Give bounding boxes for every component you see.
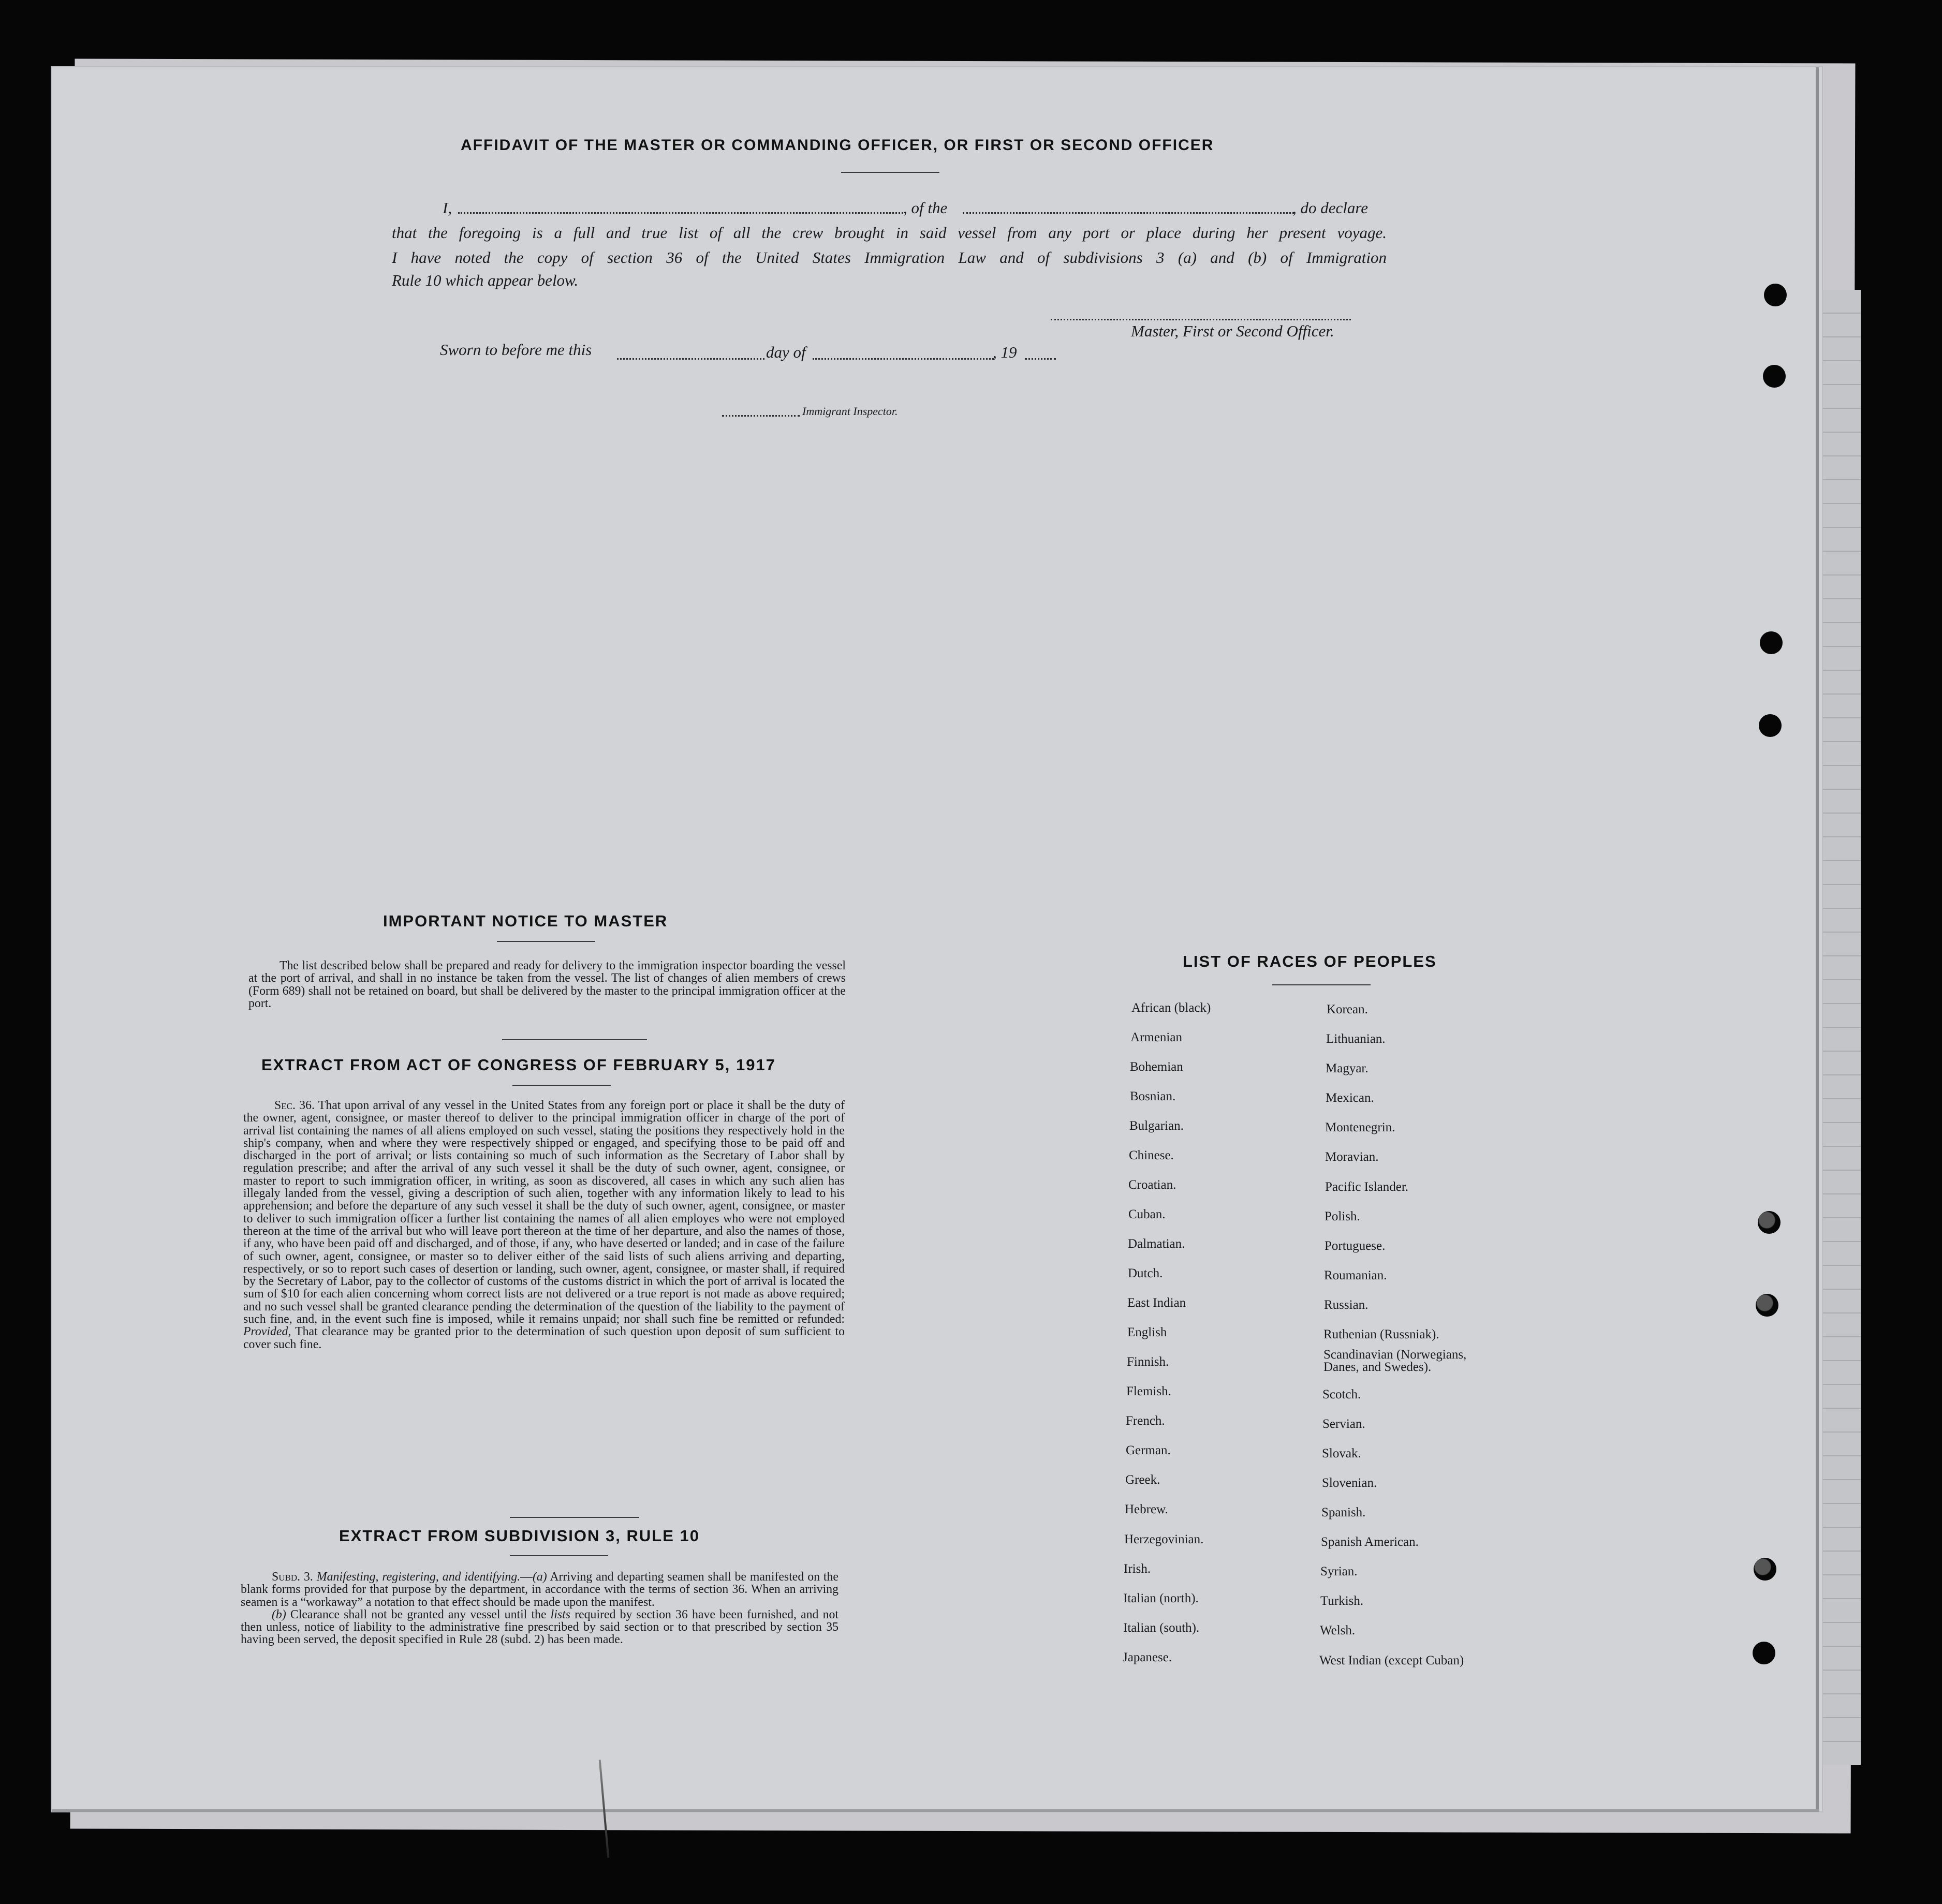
vessel-name-blank[interactable] [963, 212, 1294, 214]
race-item: Herzegovinian. [1124, 1532, 1204, 1546]
race-item: Italian (north). [1123, 1591, 1199, 1605]
inspector-signature-blank[interactable] [722, 415, 800, 417]
punch-hole [1754, 1558, 1776, 1581]
race-item: Slovenian. [1322, 1476, 1377, 1490]
race-item: French. [1126, 1414, 1165, 1428]
proviso-text: That clearance may be granted prior to the determination of such question upon deposit of sum sufficient to cover such fine. [243, 1325, 845, 1351]
race-item: Armenian [1130, 1030, 1182, 1044]
clause-b-text: required by section 36 have been furnished, and not then unless, notice of liability to the administrative fine prescribed by said section or to that prescribed by section 35 having been served, the deposit specified in Rule 28 (subd. 2) has been made. [241, 1607, 838, 1647]
sworn-month-blank[interactable] [813, 358, 994, 360]
punch-hole [1753, 1642, 1775, 1664]
section-text: That upon arrival of any vessel in the United States from any foreign port or place it shall be the duty of the owner, agent, consignee, or master thereof to deliver to the principal immigration officer in charge of the port of arrival list containing the names of all aliens employed on such vessel, stating the positions they respectively hold in the ship's company, when and where they were respectively shipped or engaged, and specifying those to be paid off and discharged in the port of arrival; or lists containing so much of such information as the Secretary of Labor shall by regulation prescribe; and after the arrival of any such vessel it shall be the duty of such owner, agent, consignee, or master to report to such immigration officer, in writing, as soon as discovered, all cases in which any such alien has illegaly landed from the vessel, giving a description of such alien, together with any information likely to lead to his apprehension; and before the departure of any such vessel it shall be the duty of such owner, agent, consignee, or master to deliver to such immigration officer a further list containing the names of all alien employes who were not employed thereon at the time of the arrival but who will leave port thereon at the time of her departure, and also the names of those, if any, who have been paid off and discharged, and of those, if any, who have deserted or landed; and in case of the failure of such owner, agent, consignee, or master so to deliver either of the said lists of such aliens arriving and departing, respectively, or so to report such cases of desertion or landing, such owner, agent, consignee, or master shall, if required by the Secretary of Labor, pay to the collector of customs of the customs district in which the port of arrival is located the sum of $10 for each alien concerning whom correct lists are not delivered or a true report is not made as above required; and no such vessel shall be granted clearance pending the determination of the question of the liability to the payment of such fine, and, in the event such fine is imposed, while it remains unpaid; nor shall such fine be remitted or refunded: [243, 1099, 845, 1326]
punch-hole [1764, 284, 1787, 306]
do-declare-label: , do declare [1292, 199, 1369, 217]
declarant-name-blank[interactable] [458, 212, 903, 214]
race-item: Irish. [1124, 1562, 1151, 1576]
race-item: Montenegrin. [1325, 1120, 1395, 1134]
clause-a-label: (a) [532, 1570, 547, 1584]
day-of-label: day of [766, 343, 806, 361]
race-item: Dutch. [1128, 1266, 1163, 1280]
race-item: Mexican. [1326, 1091, 1374, 1105]
race-item: Magyar. [1326, 1061, 1369, 1075]
race-item: Turkish. [1320, 1594, 1364, 1608]
race-item: Welsh. [1320, 1623, 1356, 1637]
race-item: Hebrew. [1125, 1502, 1168, 1516]
divider [510, 1555, 608, 1556]
sworn-label: Sworn to before me this [440, 341, 592, 359]
page-edge [1816, 67, 1819, 1811]
divider [510, 1517, 639, 1518]
race-item: Italian (south). [1123, 1621, 1200, 1635]
clause-b-label: (b) [272, 1607, 286, 1621]
race-item: Spanish. [1321, 1506, 1366, 1519]
section-label: Sec. 36. [274, 1099, 315, 1112]
clause-b-lists: lists [550, 1607, 571, 1621]
notice-text [248, 960, 846, 1010]
proviso-label: Provided, [243, 1325, 291, 1339]
affidavit-title: AFFIDAVIT OF THE MASTER OR COMMANDING OFFICER, OR FIRST OR SECOND OFFICER [461, 137, 1214, 154]
inspector-caption: Immigrant Inspector. [802, 405, 898, 418]
race-item: Syrian. [1320, 1564, 1358, 1578]
race-item: Lithuanian. [1326, 1032, 1386, 1046]
race-item: Bohemian [1130, 1060, 1183, 1074]
race-item: Scandinavian (Norwegians, Danes, and Swedes). [1323, 1348, 1467, 1374]
race-item: Korean. [1327, 1002, 1368, 1016]
of-the-label: , of the [903, 199, 948, 217]
punch-hole [1756, 1294, 1778, 1317]
races-title: LIST OF RACES OF PEOPLES [1183, 952, 1437, 970]
punch-hole [1760, 631, 1783, 654]
sworn-day-blank[interactable] [617, 358, 764, 360]
race-item: Cuban. [1128, 1207, 1166, 1221]
race-item: Ruthenian (Russniak). [1323, 1327, 1439, 1341]
race-item: English [1127, 1325, 1167, 1339]
form-page [52, 67, 1822, 1811]
notice-title: IMPORTANT NOTICE TO MASTER [383, 912, 668, 930]
race-item: Slovak. [1322, 1447, 1361, 1460]
race-item: Servian. [1322, 1417, 1365, 1431]
punch-hole [1763, 365, 1786, 388]
race-item: Finnish. [1127, 1355, 1169, 1369]
race-item: Russian. [1324, 1298, 1369, 1312]
rule-extract-title: EXTRACT FROM SUBDIVISION 3, RULE 10 [339, 1527, 700, 1545]
rule-extract-text: Subd. 3. Manifesting, registering, and identifying.—(a) Arriving and departing seamen shall be manifested on the blank forms provided for that purpose by the department, in accordance with the terms of section 36. When an arriving seamen is a “workaway” a notation to that effect should be made upon the manifest. (b) Clearance shall not be granted any vessel until the lists required by section 36 have been furnished, and not then unless, notice of liability to the administrative fine prescribed by said section or to that prescribed by section 35 having been served, the deposit specified in Rule 28 (subd. 2) has been made. [241, 1570, 838, 1647]
divider [841, 172, 939, 173]
declaration-line: I have noted the copy of section 36 of the United States Immigration Law and of subdivisions 3 (a) and (b) of Immigration [392, 248, 1387, 267]
signature-caption: Master, First or Second Officer. [1131, 322, 1334, 340]
clause-b-text: Clearance shall not be granted any vessel until the [290, 1607, 547, 1621]
race-item: Flemish. [1126, 1384, 1171, 1398]
race-item: Scotch. [1322, 1388, 1361, 1401]
race-item: West Indian (except Cuban) [1319, 1654, 1464, 1667]
declaration-line: Rule 10 which appear below. [392, 271, 579, 289]
race-item: Dalmatian. [1128, 1237, 1185, 1251]
page-edge-bottom [52, 1809, 1819, 1812]
declaration-line: that the foregoing is a full and true list of all the crew brought in said vessel from any port or place during her present voyage. [392, 224, 1387, 242]
race-item: Moravian. [1325, 1150, 1379, 1164]
signature-blank[interactable] [1051, 319, 1351, 320]
act-extract-text [243, 1099, 845, 1351]
declarant-label: I, [443, 199, 452, 217]
notice-paragraph: The list described below shall be prepared and ready for delivery to the immigration inspector boarding the vessel at the port of arrival, and shall in no instance be taken from the vessel. The list of changes of alien members of crews (Form 689) shall not be retained on board, but shall be delivered by the master to the principal immigration officer at the port. [248, 959, 846, 1010]
race-item: Japanese. [1123, 1650, 1172, 1664]
year-label: , 19 [993, 343, 1017, 361]
race-item: Chinese. [1129, 1148, 1174, 1162]
race-item: Bulgarian. [1129, 1119, 1184, 1133]
act-extract-title: EXTRACT FROM ACT OF CONGRESS OF FEBRUARY 5, 1917 [261, 1056, 776, 1074]
sworn-year-blank[interactable] [1025, 358, 1056, 360]
race-item: Roumanian. [1324, 1268, 1387, 1282]
race-item: East Indian [1127, 1296, 1186, 1310]
race-item: Bosnian. [1130, 1089, 1176, 1103]
subdivision-heading: Manifesting, registering, and identifying. [316, 1570, 521, 1584]
race-item: African (black) [1131, 1001, 1211, 1015]
clause-a-text: Arriving and departing seamen shall be manifested on the blank forms provided for that purpose by the department, in accordance with the terms of section 36. When an arriving seamen is a “workaway” a notation to that effect should be made upon the manifest. [241, 1570, 838, 1609]
race-item: Croatian. [1128, 1178, 1176, 1192]
race-item: Spanish American. [1321, 1535, 1419, 1549]
race-item: German. [1126, 1443, 1171, 1457]
race-item: Polish. [1325, 1209, 1360, 1223]
punch-hole [1759, 714, 1782, 737]
divider [1272, 984, 1371, 985]
race-item: Greek. [1125, 1473, 1160, 1487]
punch-hole [1758, 1211, 1781, 1234]
race-item: Portuguese. [1325, 1239, 1386, 1253]
divider [497, 941, 595, 942]
divider [502, 1039, 647, 1040]
subdivision-label: Subd. 3. [272, 1570, 313, 1584]
divider [512, 1085, 611, 1086]
race-item: Pacific Islander. [1325, 1180, 1409, 1194]
